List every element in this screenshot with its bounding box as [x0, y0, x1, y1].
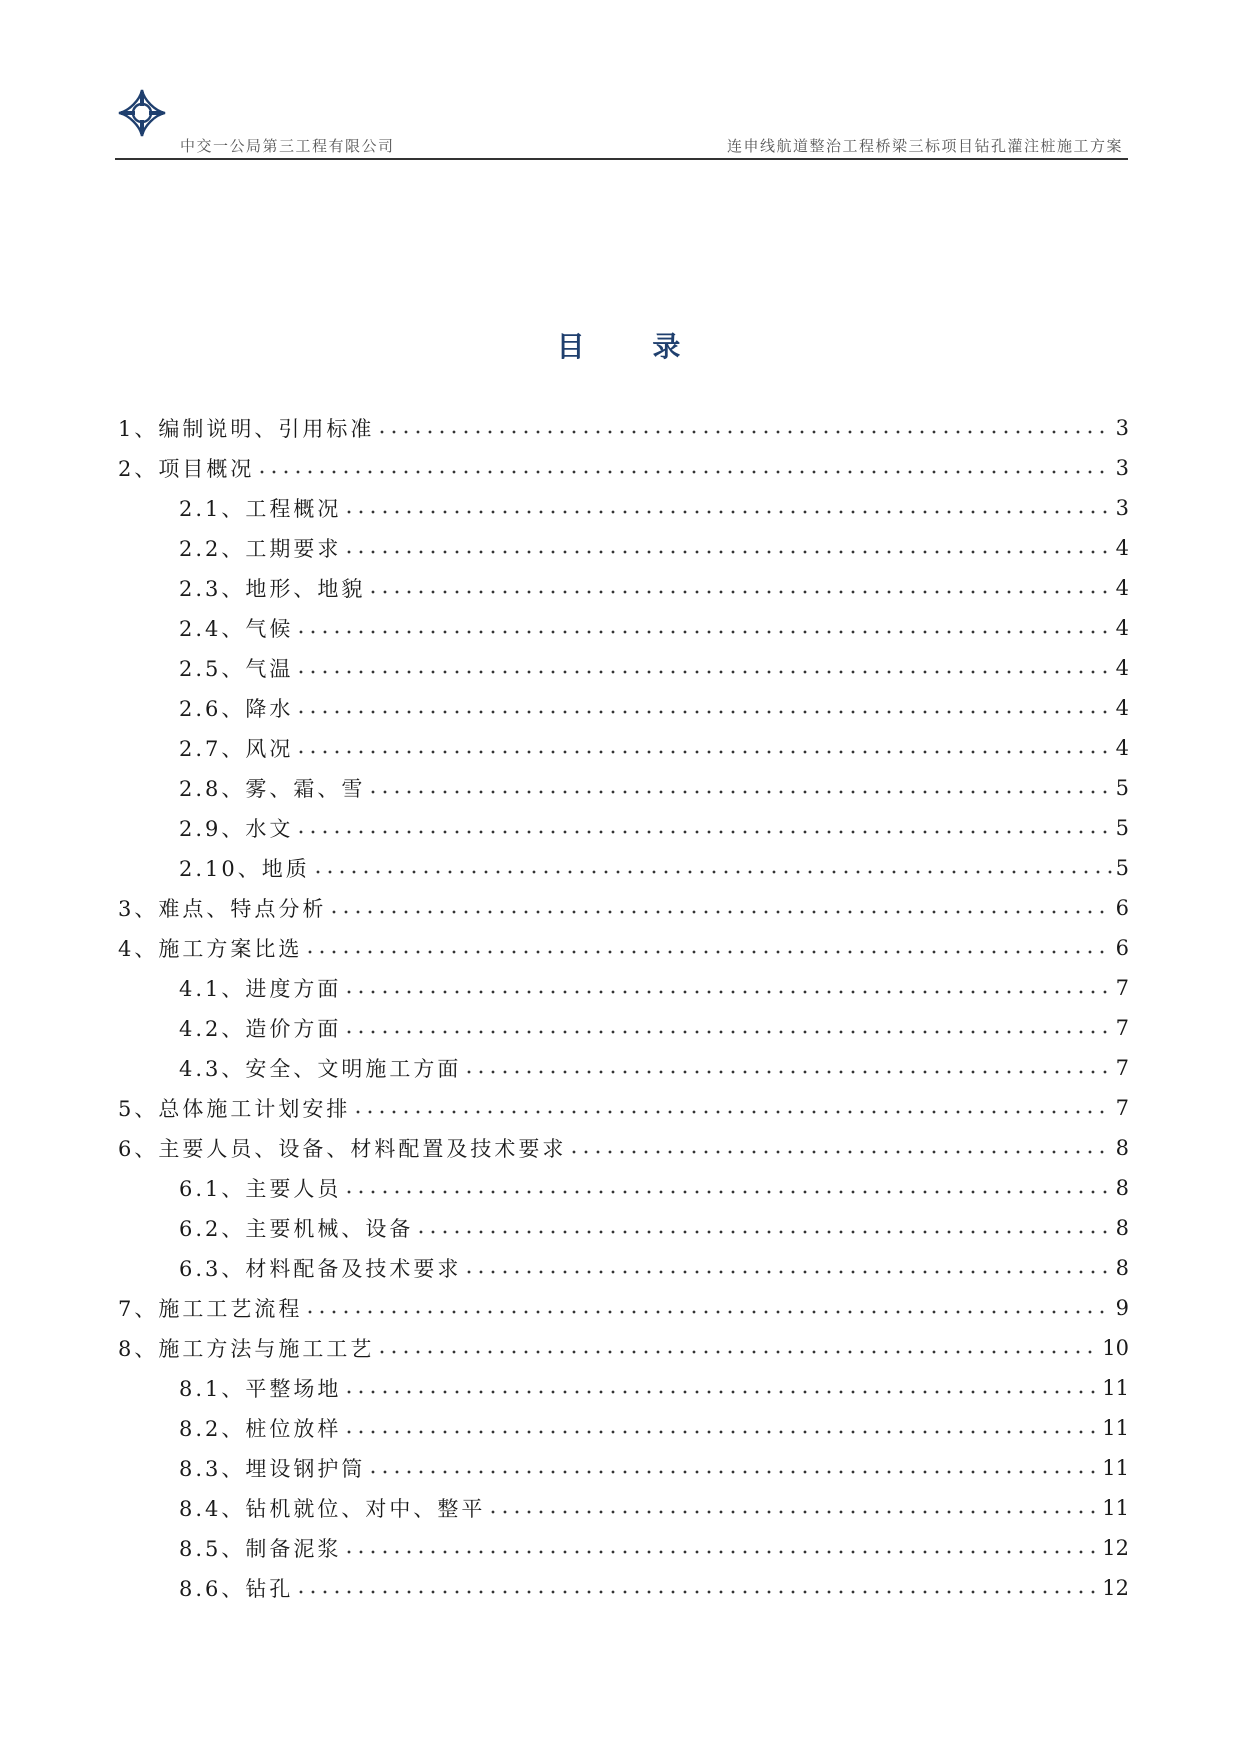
toc-entry-label: 2.3、地形、地貌	[179, 577, 366, 601]
toc-leader-dots	[415, 1227, 1111, 1237]
toc-leader-dots	[463, 1067, 1111, 1077]
toc-entry-label: 8.4、钻机就位、对中、整平	[179, 1497, 486, 1521]
toc-entry-label: 6.1、主要人员	[179, 1177, 342, 1201]
toc-entry-label: 3、难点、特点分析	[118, 897, 327, 921]
toc-entry-label: 4.1、进度方面	[179, 977, 342, 1001]
toc-entry-page: 7	[1115, 1016, 1129, 1040]
toc-entry[interactable]	[118, 608, 1129, 648]
toc-leader-dots	[343, 1187, 1111, 1197]
toc-entry-page: 8	[1115, 1176, 1129, 1200]
toc-entry-label: 2.10、地质	[179, 857, 310, 881]
toc-leader-dots	[295, 667, 1111, 677]
toc-entry-label: 2.4、气候	[179, 617, 294, 641]
toc-entry-label: 2、项目概况	[118, 457, 255, 481]
toc-entry[interactable]	[118, 928, 1129, 968]
toc-entry[interactable]	[118, 1128, 1129, 1168]
toc-entry-label: 4.3、安全、文明施工方面	[179, 1057, 462, 1081]
toc-entry[interactable]	[118, 1008, 1129, 1048]
toc-entry-page: 7	[1115, 976, 1129, 1000]
toc-leader-dots	[295, 707, 1111, 717]
toc-entry-page: 7	[1115, 1096, 1129, 1120]
toc-entry-label: 8.6、钻孔	[179, 1577, 294, 1601]
toc-entry[interactable]	[118, 528, 1129, 568]
toc-entry-page: 4	[1115, 656, 1129, 680]
toc-entry[interactable]	[118, 1368, 1129, 1408]
toc-leader-dots	[367, 1467, 1098, 1477]
toc-entry-label: 2.5、气温	[179, 657, 294, 681]
toc-leader-dots	[352, 1107, 1111, 1117]
toc-leader-dots	[304, 947, 1111, 957]
toc-entry[interactable]	[118, 808, 1129, 848]
toc-leader-dots	[487, 1507, 1098, 1517]
toc-leader-dots	[367, 787, 1111, 797]
toc-entry[interactable]	[118, 568, 1129, 608]
toc-entry-label: 2.8、雾、霜、雪	[179, 777, 366, 801]
toc-entry[interactable]	[118, 1488, 1129, 1528]
toc-entry-page: 5	[1115, 856, 1129, 880]
toc-entry-label: 7、施工工艺流程	[118, 1297, 303, 1321]
toc-entry-page: 9	[1115, 1296, 1129, 1320]
toc-leader-dots	[295, 627, 1111, 637]
toc-entry-label: 8、施工方法与施工工艺	[118, 1337, 375, 1361]
toc-entry[interactable]	[118, 1088, 1129, 1128]
toc-entry-label: 4.2、造价方面	[179, 1017, 342, 1041]
toc-entry[interactable]	[118, 1528, 1129, 1568]
toc-leader-dots	[343, 1427, 1098, 1437]
toc-entry[interactable]	[118, 448, 1129, 488]
toc-entry-page: 4	[1115, 576, 1129, 600]
toc-entry-label: 8.5、制备泥浆	[179, 1537, 342, 1561]
toc-entry-page: 12	[1102, 1536, 1129, 1560]
page-title: 目 录	[556, 330, 685, 363]
toc-entry[interactable]	[118, 688, 1129, 728]
toc-entry-page: 4	[1115, 696, 1129, 720]
toc-leader-dots	[256, 467, 1111, 477]
toc-entry[interactable]	[118, 848, 1129, 888]
toc-entry[interactable]	[118, 888, 1129, 928]
toc-entry[interactable]	[118, 1048, 1129, 1088]
toc-entry-page: 3	[1115, 496, 1129, 520]
page-header	[115, 88, 1128, 162]
toc-entry[interactable]	[118, 968, 1129, 1008]
toc-leader-dots	[343, 547, 1111, 557]
toc-leader-dots	[568, 1147, 1111, 1157]
toc-entry-page: 8	[1115, 1136, 1129, 1160]
toc-entry[interactable]	[118, 1288, 1129, 1328]
toc-entry[interactable]	[118, 768, 1129, 808]
toc-entry-page: 4	[1115, 536, 1129, 560]
toc-entry-label: 2.9、水文	[179, 817, 294, 841]
toc-entry-page: 5	[1115, 816, 1129, 840]
toc-entry[interactable]	[118, 1328, 1129, 1368]
toc-entry-label: 5、总体施工计划安排	[118, 1097, 351, 1121]
header-divider	[115, 158, 1128, 160]
toc-entry-page: 3	[1115, 416, 1129, 440]
toc-entry[interactable]	[118, 1208, 1129, 1248]
toc-entry[interactable]	[118, 488, 1129, 528]
toc-leader-dots	[343, 1387, 1098, 1397]
toc-entry[interactable]	[118, 1568, 1129, 1608]
toc-entry-page: 11	[1102, 1496, 1129, 1520]
toc-entry-label: 2.2、工期要求	[179, 537, 342, 561]
toc-entry-label: 6.2、主要机械、设备	[179, 1217, 414, 1241]
toc-entry-label: 8.3、埋设钢护筒	[179, 1457, 366, 1481]
toc-entry-label: 2.7、风况	[179, 737, 294, 761]
toc-entry-label: 4、施工方案比选	[118, 937, 303, 961]
toc-entry[interactable]	[118, 408, 1129, 448]
ccccltd-logo-icon	[117, 88, 167, 138]
toc-entry-page: 6	[1115, 936, 1129, 960]
table-of-contents	[118, 408, 1129, 1608]
toc-entry[interactable]	[118, 648, 1129, 688]
toc-leader-dots	[343, 1547, 1098, 1557]
toc-leader-dots	[295, 827, 1111, 837]
toc-entry-page: 6	[1115, 896, 1129, 920]
toc-leader-dots	[463, 1267, 1111, 1277]
toc-entry-label: 8.1、平整场地	[179, 1377, 342, 1401]
toc-entry-page: 11	[1102, 1416, 1129, 1440]
toc-leader-dots	[295, 1587, 1098, 1597]
toc-entry[interactable]	[118, 1168, 1129, 1208]
toc-leader-dots	[328, 907, 1111, 917]
toc-entry-label: 1、编制说明、引用标准	[118, 417, 375, 441]
toc-leader-dots	[343, 507, 1111, 517]
toc-leader-dots	[312, 867, 1112, 877]
toc-entry[interactable]	[118, 1408, 1129, 1448]
toc-leader-dots	[376, 427, 1111, 437]
toc-entry[interactable]	[118, 1448, 1129, 1488]
toc-entry-label: 2.6、降水	[179, 697, 294, 721]
toc-entry-page: 8	[1115, 1216, 1129, 1240]
toc-entry-page: 4	[1115, 736, 1129, 760]
toc-entry-page: 5	[1115, 776, 1129, 800]
toc-leader-dots	[295, 747, 1111, 757]
company-name: 中交一公局第三工程有限公司	[180, 137, 395, 155]
toc-leader-dots	[376, 1347, 1098, 1357]
toc-entry[interactable]	[118, 1248, 1129, 1288]
toc-entry-label: 8.2、桩位放样	[179, 1417, 342, 1441]
toc-entry[interactable]	[118, 728, 1129, 768]
toc-leader-dots	[343, 1027, 1111, 1037]
toc-entry-label: 6.3、材料配备及技术要求	[179, 1257, 462, 1281]
toc-entry-page: 4	[1115, 616, 1129, 640]
toc-entry-page: 8	[1115, 1256, 1129, 1280]
toc-leader-dots	[304, 1307, 1111, 1317]
project-title: 连申线航道整治工程桥梁三标项目钻孔灌注桩施工方案	[726, 137, 1123, 155]
toc-entry-label: 2.1、工程概况	[179, 497, 342, 521]
toc-entry-label: 6、主要人员、设备、材料配置及技术要求	[118, 1137, 567, 1161]
toc-entry-page: 10	[1102, 1336, 1129, 1360]
toc-entry-page: 7	[1115, 1056, 1129, 1080]
toc-entry-page: 3	[1115, 456, 1129, 480]
toc-entry-page: 12	[1102, 1576, 1129, 1600]
toc-leader-dots	[343, 987, 1111, 997]
toc-entry-page: 11	[1102, 1376, 1129, 1400]
toc-entry-page: 11	[1102, 1456, 1129, 1480]
toc-leader-dots	[367, 587, 1111, 597]
